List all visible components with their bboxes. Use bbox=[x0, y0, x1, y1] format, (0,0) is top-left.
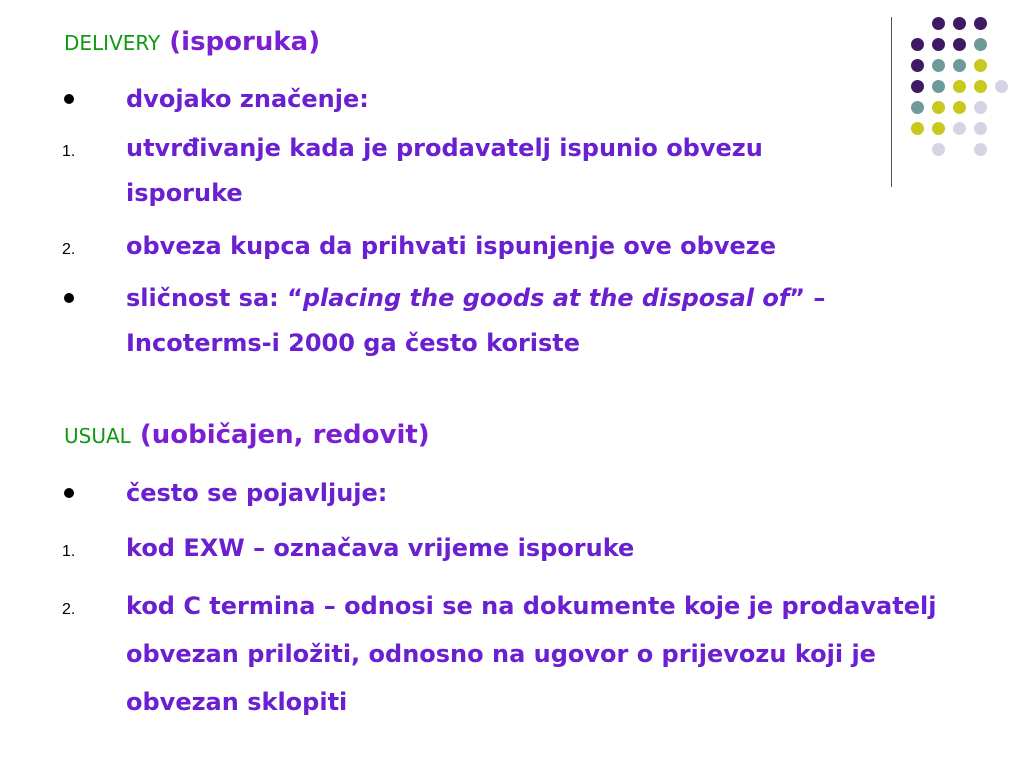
dot-purple bbox=[953, 17, 966, 30]
bullet-icon bbox=[64, 293, 74, 303]
dot-lavender bbox=[974, 143, 987, 156]
list-item-text: sličnost sa: “ bbox=[126, 284, 303, 312]
list-marker: 1. bbox=[62, 543, 76, 560]
list-item-text: kod EXW – označava vrijeme isporuke bbox=[126, 534, 635, 562]
list-item-text: često se pojavljuje: bbox=[126, 479, 388, 507]
list-item-text: obveza kupca da prihvati ispunjenje ove obveze bbox=[126, 232, 776, 260]
bullet-icon bbox=[64, 94, 74, 104]
section-title: (isporuka) bbox=[160, 27, 321, 57]
dot-lavender bbox=[974, 122, 987, 135]
dot-teal bbox=[932, 59, 945, 72]
list-item bbox=[126, 582, 966, 726]
section-heading-usual bbox=[64, 420, 430, 450]
list-item bbox=[126, 524, 966, 572]
list-item bbox=[126, 75, 966, 123]
list-item bbox=[126, 469, 966, 517]
dot-olive bbox=[974, 80, 987, 93]
list-item bbox=[126, 222, 966, 270]
list-item-italic-text: placing the goods at the disposal of bbox=[302, 284, 790, 312]
list-item bbox=[126, 276, 966, 366]
section-heading-delivery bbox=[64, 27, 320, 57]
dot-lavender bbox=[974, 101, 987, 114]
dot-purple bbox=[953, 38, 966, 51]
dot-teal bbox=[974, 38, 987, 51]
section-title: (uobičajen, redovit) bbox=[130, 420, 430, 450]
list-item-text: kod C termina – odnosi se na dokumente koje je prodavatelj obvezan priložiti, odnosno na ugovor o prijevozu koji je obvezan sklopiti bbox=[126, 592, 937, 716]
section-keyword: USUAL bbox=[64, 424, 131, 448]
bullet-icon bbox=[64, 488, 74, 498]
dot-purple bbox=[974, 17, 987, 30]
dot-olive bbox=[932, 122, 945, 135]
dot-teal bbox=[953, 59, 966, 72]
list-item-text: utvrđivanje kada je prodavatelj ispunio obvezu isporuke bbox=[126, 134, 763, 207]
dot-purple bbox=[911, 59, 924, 72]
dot-olive bbox=[974, 59, 987, 72]
dot-purple bbox=[932, 17, 945, 30]
dot-lavender bbox=[995, 80, 1008, 93]
dot-purple bbox=[932, 38, 945, 51]
dot-lavender bbox=[953, 122, 966, 135]
dot-lavender bbox=[932, 143, 945, 156]
list-item-text: ” – Incoterms-i 2000 ga često koriste bbox=[126, 284, 826, 357]
list-marker: 1. bbox=[62, 143, 76, 160]
section-keyword: DELIVERY bbox=[64, 31, 161, 55]
list-marker: 2. bbox=[62, 601, 76, 618]
list-marker: 2. bbox=[62, 241, 76, 258]
list-item-text: dvojako značenje: bbox=[126, 85, 369, 113]
dot-olive bbox=[911, 122, 924, 135]
dot-purple bbox=[911, 38, 924, 51]
list-item bbox=[126, 126, 876, 216]
